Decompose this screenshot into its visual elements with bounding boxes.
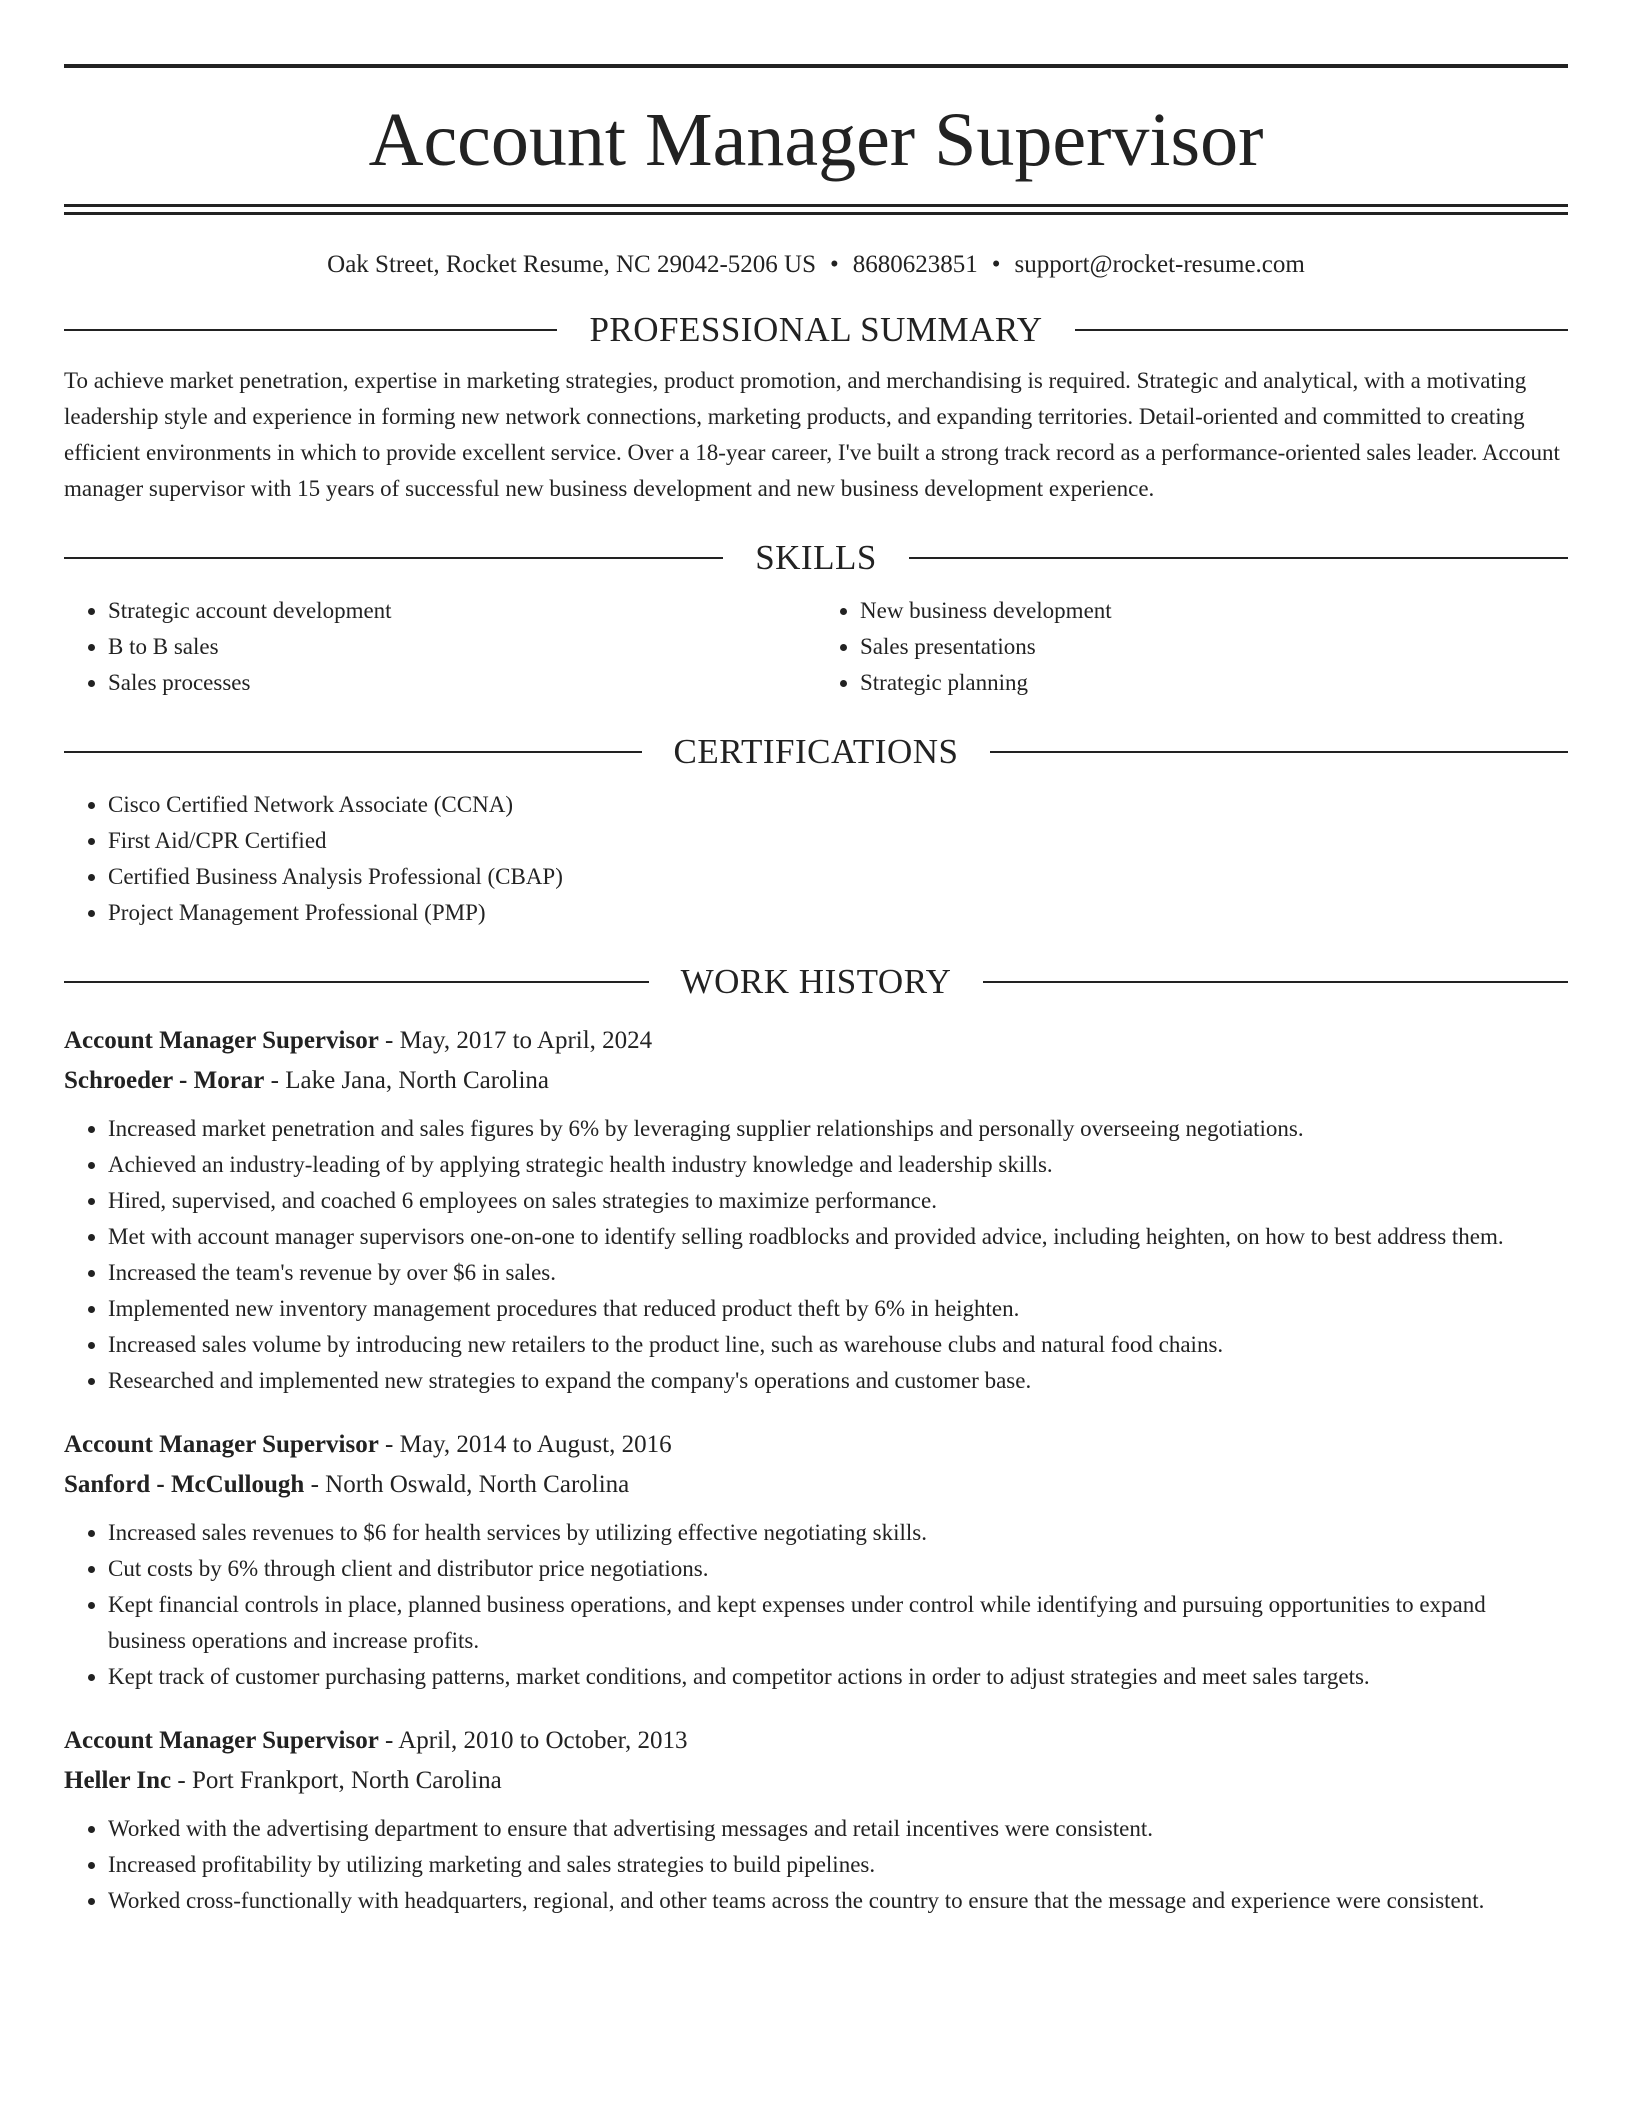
job-company: Sanford - McCullough [64,1471,305,1498]
certifications-title: CERTIFICATIONS [673,732,959,771]
job-entry [64,1721,1568,1919]
job-location: - Lake Jana, North Carolina [264,1067,550,1094]
resume-page [64,64,1568,1919]
summary-title: PROFESSIONAL SUMMARY [589,310,1043,349]
skill-item: • Strategic account development [108,593,816,629]
job-bullet: • Increased market penetration and sales figures by 6% by leveraging supplier relationships and personally overseeing negotiations. [108,1111,1568,1147]
skills-title: SKILLS [755,538,877,577]
heading-rule [983,981,1568,983]
job-bullet: • Increased sales volume by introducing new retailers to the product line, such as warehouse clubs and natural food chains. [108,1327,1568,1363]
skill-item: • Strategic planning [860,665,1568,701]
work-history-title: WORK HISTORY [680,962,952,1001]
job-title-line [64,1425,1568,1465]
job-role: Account Manager Supervisor [64,1431,379,1458]
job-company-line [64,1761,1568,1801]
contact-separator: • [991,251,1001,278]
skill-item: • Sales processes [108,665,816,701]
job-company-line [64,1465,1568,1505]
job-bullet: • Worked with the advertising department to ensure that advertising messages and retail incentives were consistent. [108,1811,1568,1847]
contact-line [64,251,1568,279]
job-bullet: • Increased the team's revenue by over $6 in sales. [108,1255,1568,1291]
skills-list [64,593,1568,701]
job-bullet: • Achieved an industry-leading of by applying strategic health industry knowledge and leadership skills. [108,1147,1568,1183]
certification-item: • Cisco Certified Network Associate (CCNA) [108,787,1568,823]
job-company: Heller Inc [64,1767,172,1794]
job-bullets [64,1111,1568,1399]
job-entry [64,1425,1568,1695]
certification-item: • Project Management Professional (PMP) [108,895,1568,931]
job-bullets [64,1515,1568,1695]
job-role: Account Manager Supervisor [64,1727,379,1754]
job-bullet: • Kept track of customer purchasing patterns, market conditions, and competitor actions in order to adjust strategies and meet sales targets. [108,1659,1568,1695]
job-bullet: • Increased sales revenues to $6 for health services by utilizing effective negotiating skills. [108,1515,1568,1551]
job-bullet: • Worked cross-functionally with headquarters, regional, and other teams across the country to ensure that the message and experience were consistent. [108,1883,1568,1919]
skill-item: • B to B sales [108,629,816,665]
resume-name: Account Manager Supervisor [368,98,1264,182]
job-title-line [64,1021,1568,1061]
job-dates: - May, 2017 to April, 2024 [378,1027,653,1054]
summary-heading [64,309,1568,351]
heading-rule [909,557,1568,559]
job-entry [64,1021,1568,1399]
skill-item: • New business development [860,593,1568,629]
job-role: Account Manager Supervisor [64,1027,379,1054]
heading-rule [64,981,649,983]
job-company: Schroeder - Morar [64,1067,265,1094]
job-title-line [64,1721,1568,1761]
skills-column-right [816,593,1568,701]
heading-rule [64,751,642,753]
heading-rule [990,751,1568,753]
contact-address: Oak Street, Rocket Resume, NC 29042-5206 US [327,251,816,278]
certifications-list [64,787,1568,931]
job-dates: - April, 2010 to October, 2013 [378,1727,688,1754]
contact-email: support@rocket-resume.com [1014,251,1305,278]
heading-rule [64,329,557,331]
work-history-heading [64,961,1568,1003]
job-bullet: • Hired, supervised, and coached 6 employees on sales strategies to maximize performance. [108,1183,1568,1219]
certifications-heading [64,731,1568,773]
heading-rule [64,557,723,559]
job-bullet: • Met with account manager supervisors one-on-one to identify selling roadblocks and provided advice, including heighten, on how to best address them. [108,1219,1568,1255]
certification-item: • First Aid/CPR Certified [108,823,1568,859]
contact-separator: • [830,251,839,278]
job-location: - North Oswald, North Carolina [304,1471,630,1498]
heading-rule [1075,329,1568,331]
skills-heading [64,537,1568,579]
job-bullet: • Implemented new inventory management procedures that reduced product theft by 6% in heighten. [108,1291,1568,1327]
certification-item: • Certified Business Analysis Professional (CBAP) [108,859,1568,895]
job-bullet: • Cut costs by 6% through client and distributor price negotiations. [108,1551,1568,1587]
job-dates: - May, 2014 to August, 2016 [378,1431,672,1458]
job-bullets [64,1811,1568,1919]
skill-item: • Sales presentations [860,629,1568,665]
job-bullet: • Researched and implemented new strategies to expand the company's operations and customer base. [108,1363,1568,1399]
job-bullet: • Kept financial controls in place, planned business operations, and kept expenses under control while identifying and pursuing opportunities to expand business operations and increase profits. [108,1587,1568,1659]
skills-column-left [64,593,816,701]
summary-text: To achieve market penetration, expertise in marketing strategies, product promotion, and merchandising is required. Strategic and analytical, with a motivating leadership style and experience in forming new network connections, marketing products, and expanding territories. Detail-oriented and committed to creating efficient environments in which to provide excellent service. Over a 18-year career, I've built a strong track record as a performance-oriented sales leader. Account manager supervisor with 15 years of successful new business development and new business development experience. [64,368,1560,501]
job-location: - Port Frankport, North Carolina [171,1767,502,1794]
top-rule [64,64,1568,68]
contact-phone: 8680623851 [852,251,978,278]
job-bullet: • Increased profitability by utilizing marketing and sales strategies to build pipelines. [108,1847,1568,1883]
double-rule [64,204,1568,215]
job-company-line [64,1061,1568,1101]
